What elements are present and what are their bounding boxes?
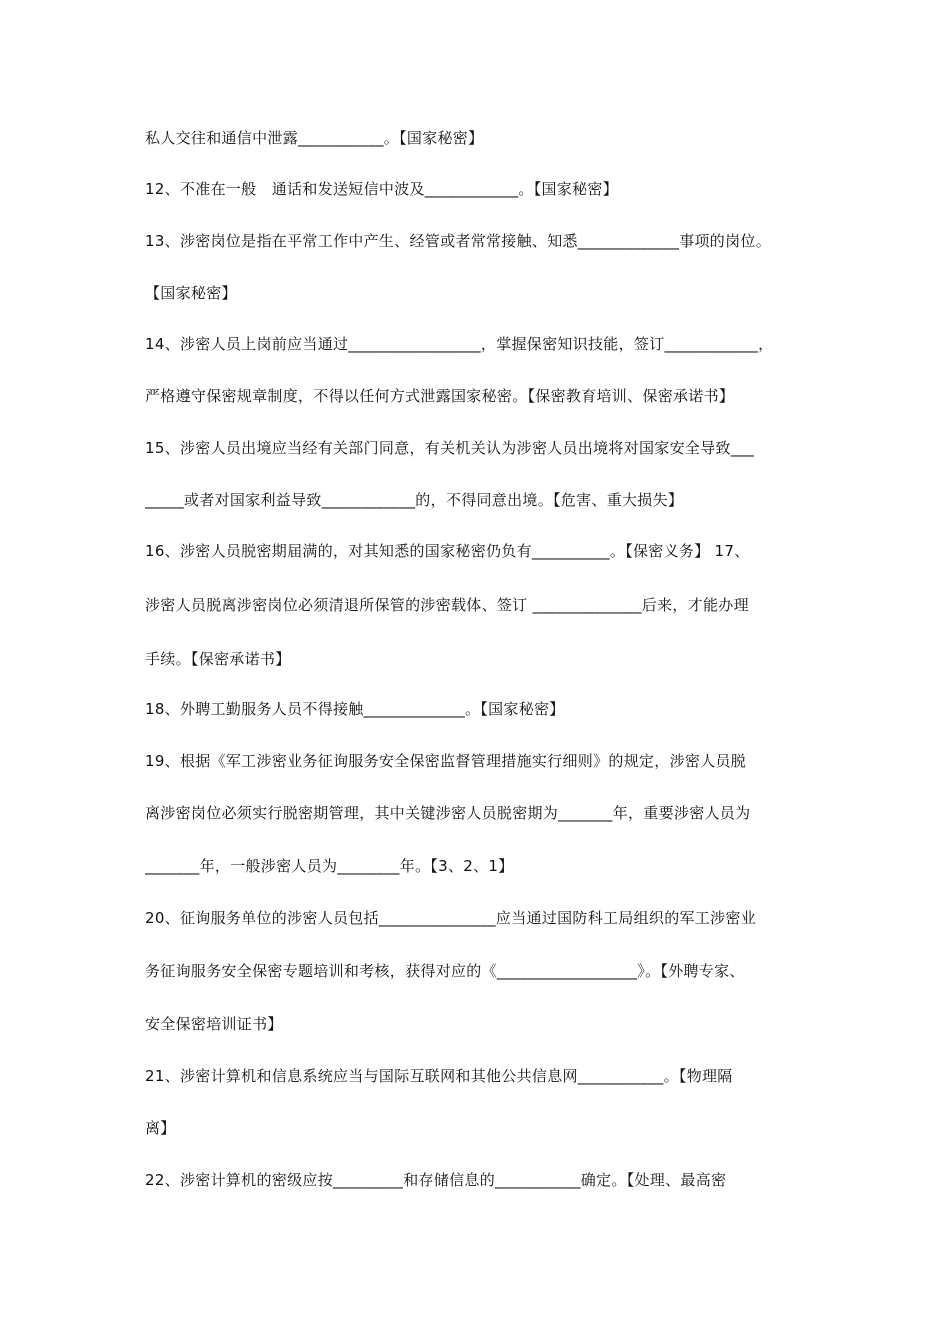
text-line: _______年，一般涉密人员为________年。【3、2、1】 <box>145 857 514 875</box>
text-line: 20、征询服务单位的涉密人员包括_______________应当通过国防科工局组织的军工涉密业 <box>145 909 756 927</box>
text-line: 19、根据《军工涉密业务征询服务安全保密监督管理措施实行细则》的规定，涉密人员脱 <box>145 752 747 770</box>
text-line: 手续。【保密承诺书】 <box>145 650 291 668</box>
text-line: 12、不准在一般 通话和发送短信中波及____________。【国家秘密】 <box>145 180 618 198</box>
text-line: 16、涉密人员脱密期届满的，对其知悉的国家秘密仍负有__________。【保密义务】 17、 <box>145 542 750 560</box>
text-line: 离涉密岗位必须实行脱密期管理，其中关键涉密人员脱密期为_______年，重要涉密人员为 <box>145 804 751 822</box>
text-line: 离】 <box>145 1119 176 1137</box>
text-line: 22、涉密计算机的密级应按_________和存储信息的___________确定。【处理、最高密 <box>145 1171 727 1189</box>
text-line: 21、涉密计算机和信息系统应当与国际互联网和其他公共信息网___________。【物理隔 <box>145 1067 733 1085</box>
text-line: 18、外聘工勤服务人员不得接触_____________。【国家秘密】 <box>145 700 565 718</box>
text-line: 私人交往和通信中泄露___________。【国家秘密】 <box>145 129 484 147</box>
text-line: 严格遵守保密规章制度，不得以任何方式泄露国家秘密。【保密教育培训、保密承诺书】 <box>145 387 735 405</box>
text-line: _____或者对国家利益导致____________的，不得同意出境。【危害、重大损失】 <box>145 491 684 509</box>
text-line: 涉密人员脱离涉密岗位必须清退所保管的涉密载体、签订 ______________后来，才能办理 <box>145 596 749 614</box>
text-line: 务征询服务安全保密专题培训和考核，获得对应的《__________________》。【外聘专家、 <box>145 962 745 980</box>
text-line: 14、涉密人员上岗前应当通过_________________，掌握保密知识技能，签订____________， <box>145 335 774 353</box>
text-line: 安全保密培训证书】 <box>145 1015 283 1033</box>
text-line: 【国家秘密】 <box>145 284 237 302</box>
text-line: 13、涉密岗位是指在平常工作中产生、经管或者常常接触、知悉_____________事项的岗位。 <box>145 232 771 250</box>
text-line: 15、涉密人员出境应当经有关部门同意，有关机关认为涉密人员出境将对国家安全导致___ <box>145 439 755 457</box>
